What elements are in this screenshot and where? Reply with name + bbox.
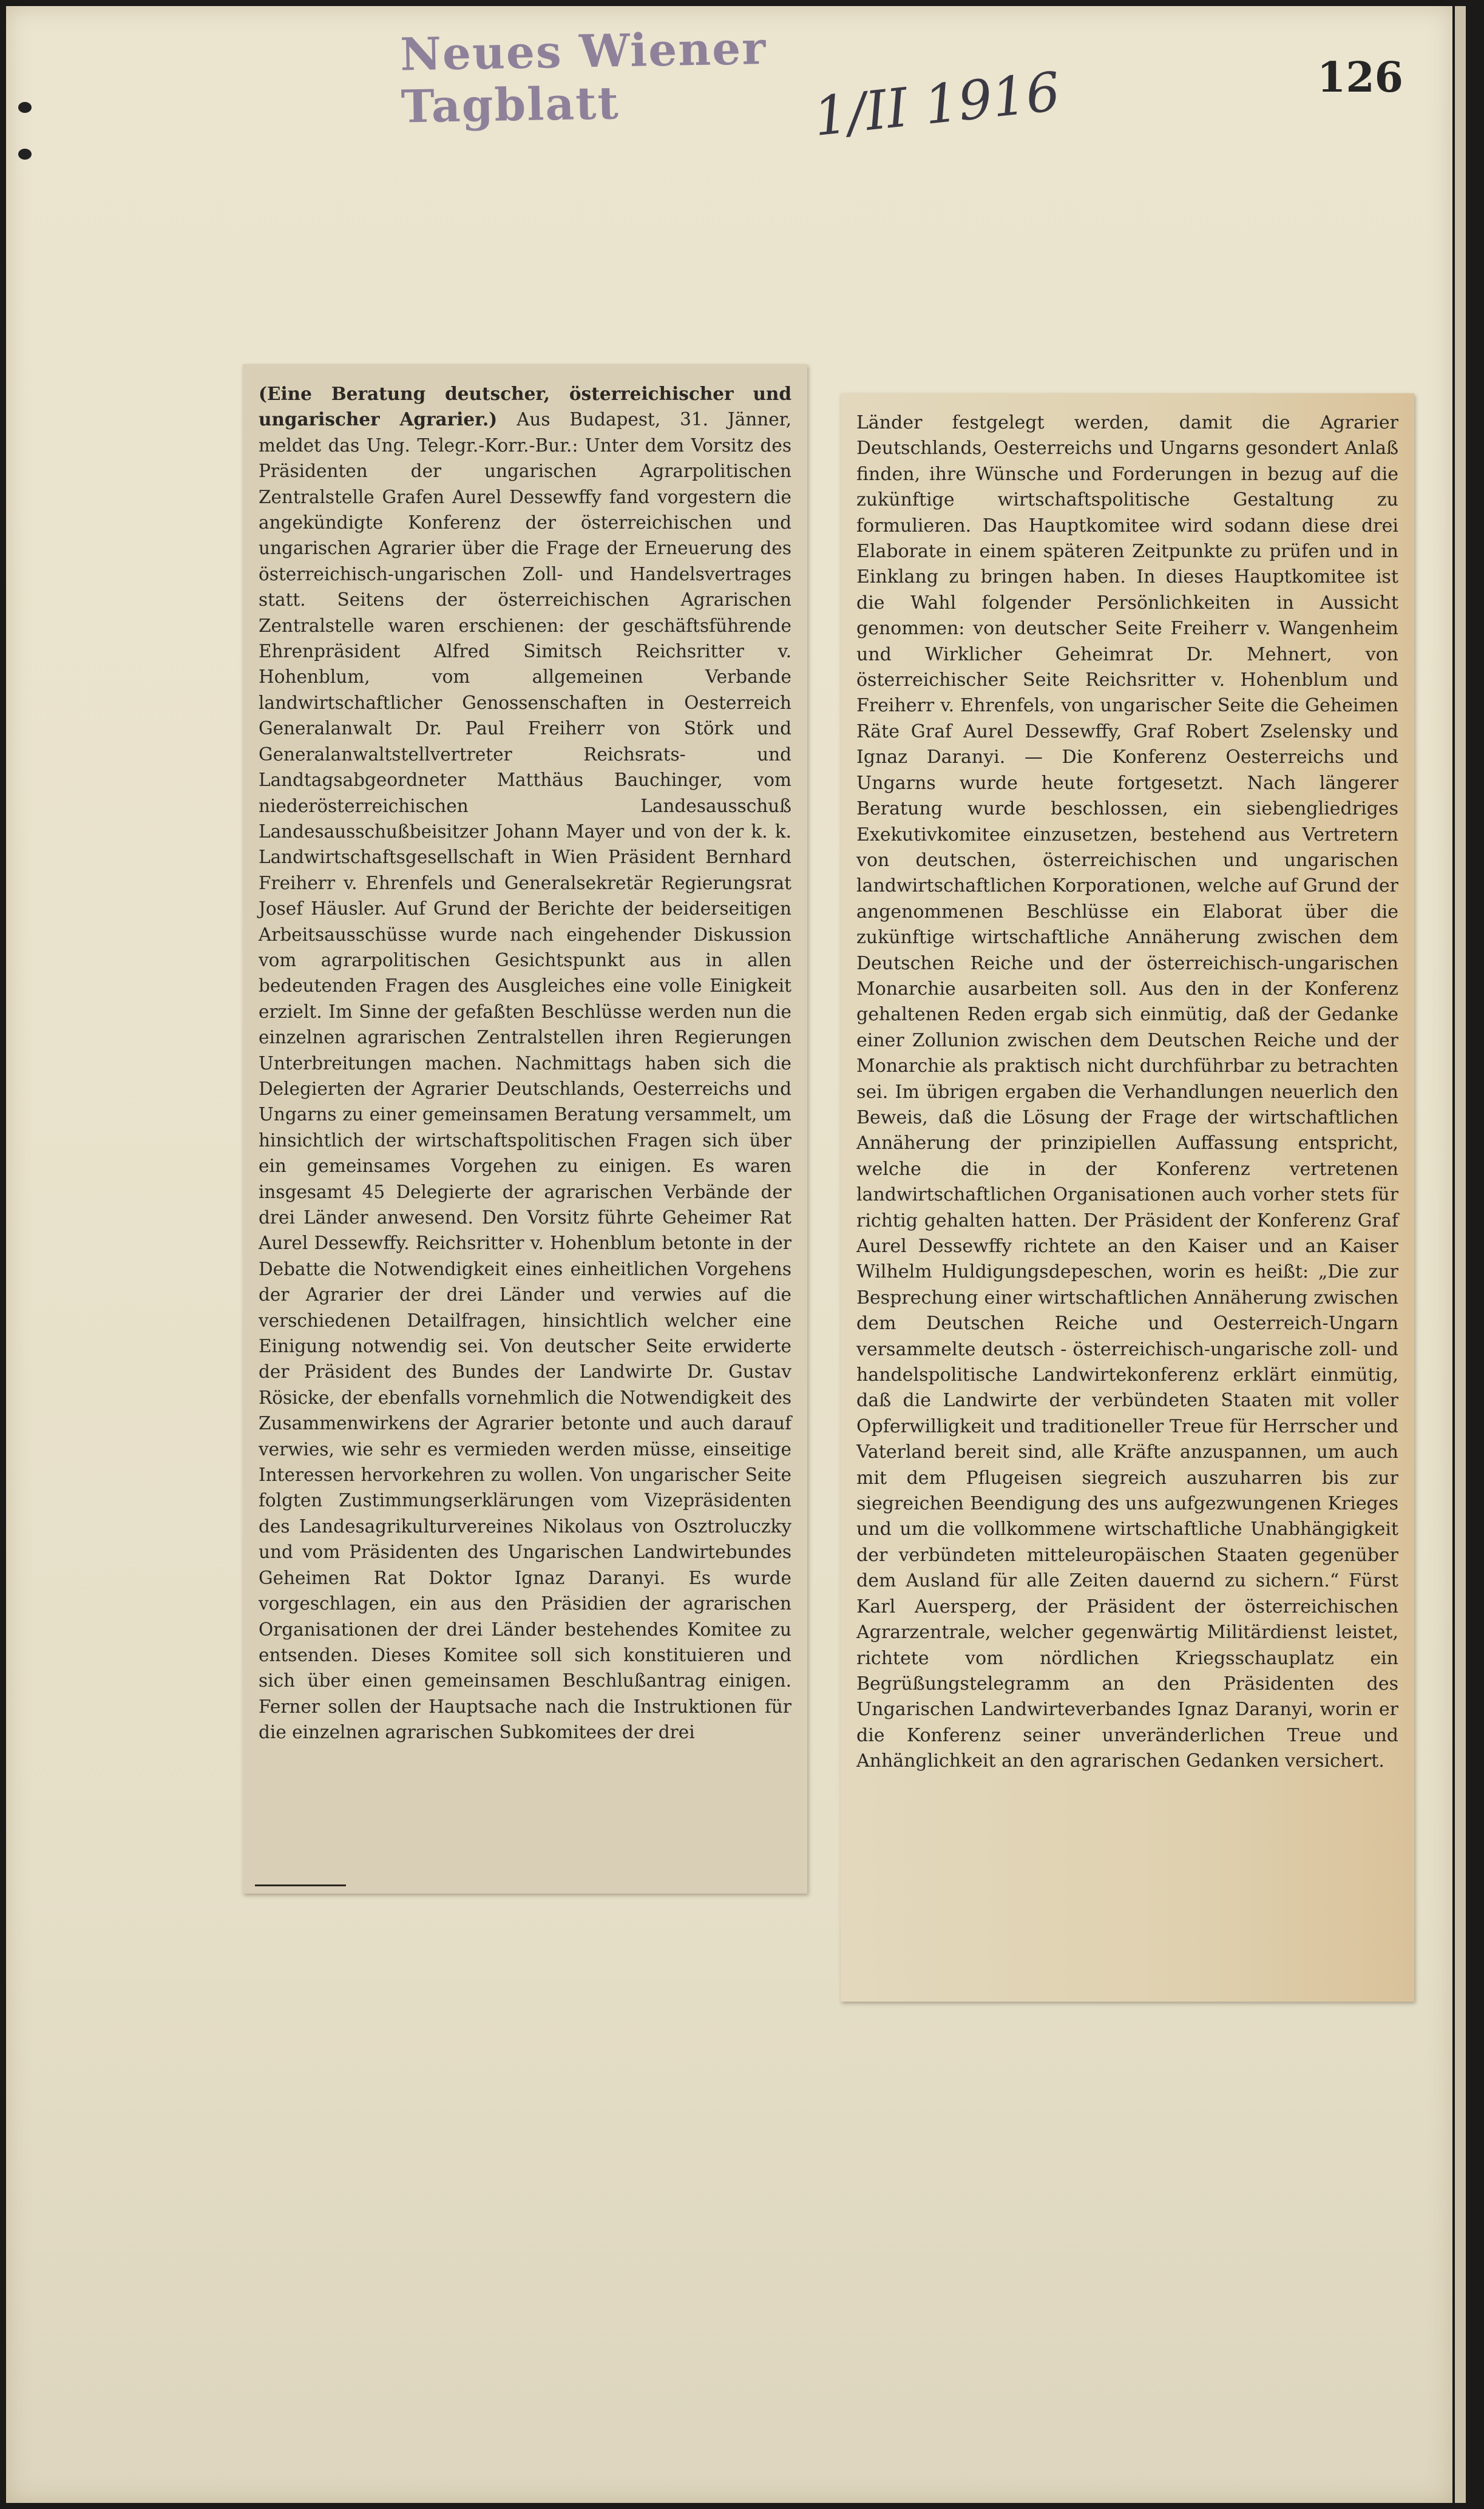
- clipping-body-right: Länder festgelegt werden, damit die Agrarier Deutschlands, Oesterreichs und Ungarns gesondert Anlaß finden, ihre Wünsche und Forderungen in bezug auf die zukünftige wirtschaftspolitische Gestaltung zu formulieren. Das Hauptkomitee wird sodann diese drei Elaborate in einem späteren Zeitpunkte zu prüfen und in Einklang zu bringen haben. In dieses Hauptkomitee ist die Wahl folgender Persönlichkeiten in Aussicht genommen: von deutscher Seite Freiherr v. Wangenheim und Wirklicher Geheimrat Dr. Mehnert, von österreichischer Seite Reichsritter v. Hohenblum und Freiherr v. Ehrenfels, von ungarischer Seite die Geheimen Räte Graf Aurel Dessewffy, Graf Robert Zselensky und Ignaz Daranyi. — Die Konferenz Oesterreichs und Ungarns wurde heute fortgesetzt. Nach längerer Beratung wurde beschlossen, ein siebengliedriges Exekutivkomitee einzusetzen, bestehend aus Vertretern von deutschen, österreichischen und ungarischen landwirtschaftlichen Korporationen, welche auf Grund der angenommenen Beschlüsse ein Elaborat über die zukünftige wirtschaftliche Annäherung zwischen dem Deutschen Reiche und der österreichisch-ungarischen Monarchie ausarbeiten soll. Aus den in der Konferenz gehaltenen Reden ergab sich einmütig, daß der Gedanke einer Zollunion zwischen dem Deutschen Reiche und der Monarchie als praktisch nicht durchführbar zu betrachten sei. Im übrigen ergaben die Verhandlungen neuerlich den Beweis, daß die Lösung der Frage der wirtschaftlichen Annäherung der prinzipiellen Auffassung entspricht, welche die in der Konferenz vertretenen landwirtschaftlichen Organisationen auch vorher stets für richtig gehalten hatten. Der Präsident der Konferenz Graf Aurel Dessewffy richtete an den Kaiser und an Kaiser Wilhelm Huldigungsdepeschen, worin es heißt: „Die zur Besprechung einer wirtschaftlichen Annäherung zwischen dem Deutschen Reiche und Oesterreich-Ungarn versammelte deutsch - österreichisch-ungarische zoll- und handelspolitische Landwirtekonferenz erklärt einmütig, daß die Landwirte der verbündeten Staaten mit voller Opferwilligkeit und traditioneller Treue für Herrscher und Vaterland bereit sind, alle Kräfte anzuspannen, um auch mit dem Pflugeisen siegreich auszuharren bis zur siegreichen Beendigung des uns aufgezwungenen Krieges und um die vollkommene wirtschaftliche Unabhängigkeit der verbündeten mitteleuropäischen Staaten gegenüber dem Ausland für alle Zeiten dauernd zu sichern.“ Fürst Karl Auersperg, der Präsident der österreichischen Agrarzentrale, welcher gegenwärtig Militärdienst leistet, richtete vom nördlichen Kriegsschauplatz ein Begrüßungstelegramm an den Präsidenten des Ungarischen Landwirteverbandes Ignaz Daranyi, worin er die Konferenz seiner unveränderlichen Treue und Anhänglichkeit an den agrarischen Gedanken versichert.: [856, 412, 1398, 1772]
- clipping-divider: [255, 1884, 346, 1886]
- sheet-edge: [1455, 6, 1466, 2503]
- clipping-headline: (Eine Beratung deutscher, österreichischer und ungarischer Agrarier.): [259, 383, 791, 430]
- clipping-body-left: Aus Budapest, 31. Jänner, meldet das Ung. Telegr.-Korr.-Bur.: Unter dem Vorsitz des Präsidenten der ungarischen Agrarpolitischen Zentralstelle Grafen Aurel Dessewffy fand vorgestern die angekündigte Konferenz der österreichischen und ungarischen Agrarier über die Frage der Erneuerung des österreichisch-ungarischen Zoll- und Handelsvertrages statt. Seitens der österreichischen Agrarischen Zentralstelle waren erschienen: der geschäftsführende Ehrenpräsident Alfred Simitsch Reichsritter v. Hohenblum, vom allgemeinen Verbande landwirtschaftlicher Genossenschaften in Oesterreich Generalanwalt Dr. Paul Freiherr von Störk und Generalanwaltstellvertreter Reichsrats- und Landtagsabgeordneter Matthäus Bauchinger, vom niederösterreichischen Landesausschuß Landesausschußbeisitzer Johann Mayer und von der k. k. Landwirtschaftsgesellschaft in Wien Präsident Bernhard Freiherr v. Ehrenfels und Generalsekretär Regierungsrat Josef Häusler. Auf Grund der Berichte der beiderseitigen Arbeitsausschüsse wurde nach eingehender Diskussion vom agrarpolitischen Gesichtspunkt aus in allen bedeutenden Fragen des Ausgleiches eine volle Einigkeit erzielt. Im Sinne der gefaßten Beschlüsse werden nun die einzelnen agrarischen Zentralstellen ihren Regierungen Unterbreitungen machen. Nachmittags haben sich die Delegierten der Agrarier Deutschlands, Oesterreichs und Ungarns zu einer gemeinsamen Beratung versammelt, um hinsichtlich der wirtschaftspolitischen Fragen sich über ein gemeinsames Vorgehen zu einigen. Es waren insgesamt 45 Delegierte der agrarischen Verbände der drei Länder anwesend. Den Vorsitz führte Geheimer Rat Aurel Dessewffy. Reichsritter v. Hohenblum betonte in der Debatte die Notwendigkeit eines einheitlichen Vorgehens der Agrarier der drei Länder und verwies auf die verschiedenen Detailfragen, hinsichtlich welcher eine Einigung notwendig sei. Von deutscher Seite erwiderte der Präsident des Bundes der Landwirte Dr. Gustav Rösicke, der ebenfalls vornehmlich die Notwendigkeit des Zusammenwirkens der Agrarier betonte und auch darauf verwies, wie sehr es vermieden werden müsse, einseitige Interessen hervorkehren zu wollen. Von ungarischer Seite folgten Zustimmungserklärungen vom Vizepräsidenten des Landesagrikulturvereines Nikolaus von Osztroluczky und vom Präsidenten des Ungarischen Landwirtebundes Geheimen Rat Doktor Ignaz Daranyi. Es wurde vorgeschlagen, ein aus den Präsidien der agrarischen Organisationen der drei Länder bestehendes Komitee zu entsenden. Dieses Komitee soll sich konstituieren und sich über einen gemeinsamen Beschlußantrag einigen. Ferner sollen der Hauptsache nach die Instruktionen für die einzelnen agrarischen Subkomitees der drei: [259, 409, 791, 1743]
- page-number: 126: [1317, 53, 1403, 102]
- newspaper-clipping-right: [841, 393, 1414, 2002]
- pin-hole-icon: [18, 102, 32, 113]
- newspaper-clipping-left: [243, 364, 807, 1894]
- pin-hole-icon: [18, 149, 32, 160]
- masthead-stamp: Neues Wiener Tagblatt: [399, 22, 767, 134]
- clipping-left-text: [259, 381, 791, 1745]
- handwritten-date: 1/II 1916: [810, 60, 1063, 148]
